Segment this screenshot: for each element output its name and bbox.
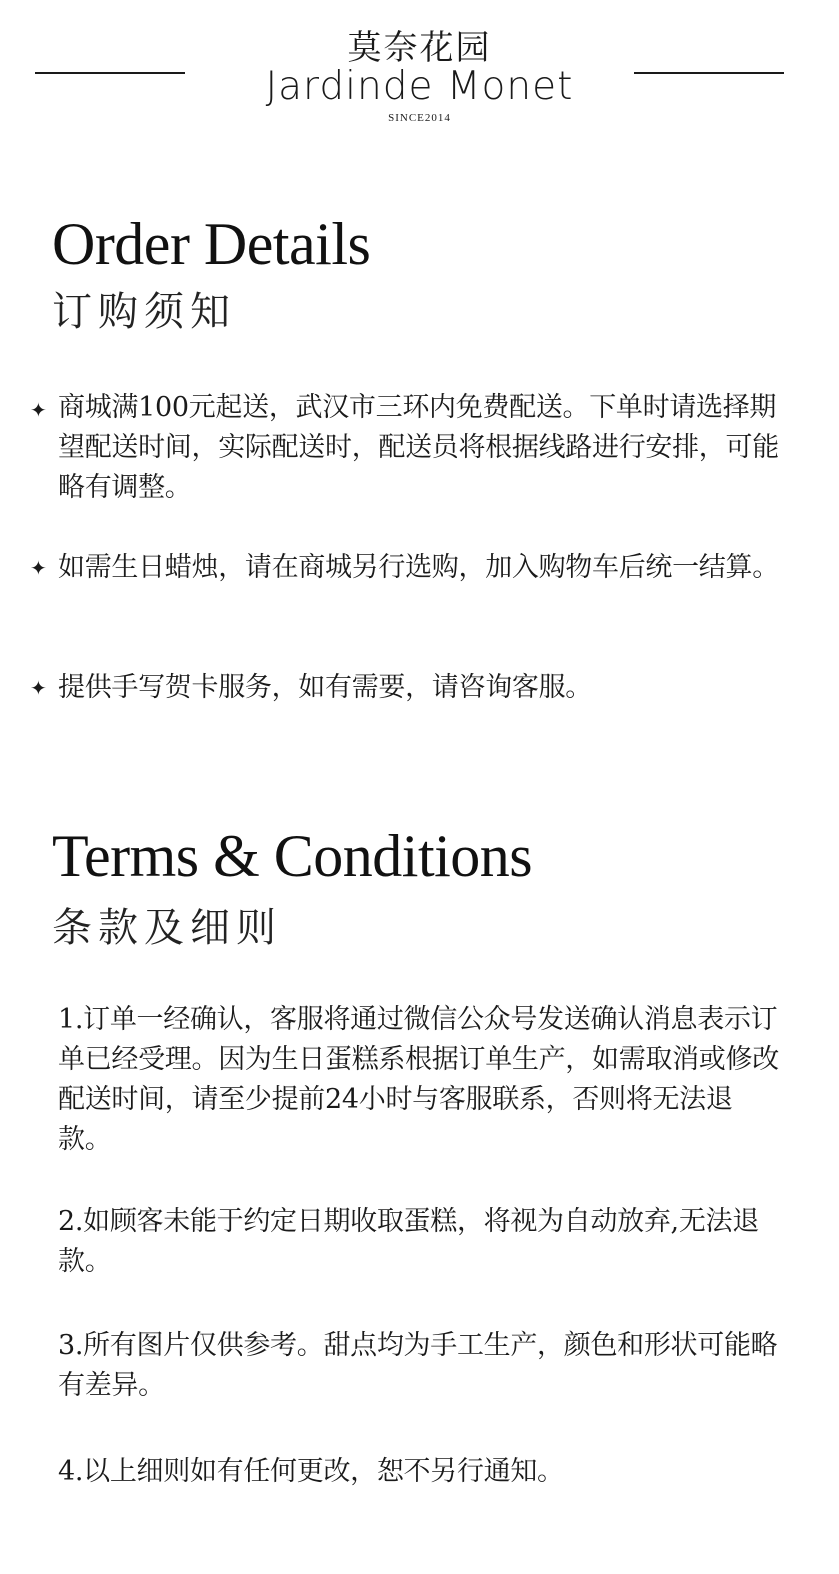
terms-item-3: 3.所有图片仅供参考。甜点均为手工生产，颜色和形状可能略有差异。: [58, 1330, 778, 1401]
four-point-star-icon: ✦: [30, 556, 47, 580]
brand-header: [0, 0, 839, 130]
order-item-3: 提供手写贺卡服务，如有需要，请咨询客服。: [58, 672, 592, 703]
terms-item-4: 4.以上细则如有任何更改，恕不另行通知。: [58, 1456, 564, 1487]
four-point-star-icon: ✦: [30, 676, 47, 700]
order-details-subtitle: 订购须知: [52, 289, 236, 335]
terms-item-1: 1.订单一经确认，客服将通过微信公众号发送确认消息表示订单已经受理。因为生日蛋糕系根据订单生产，如需取消或修改配送时间，请至少提前24小时与客服联系，否则将无法退款。: [58, 1004, 779, 1155]
terms-title: Terms & Conditions: [52, 823, 533, 889]
terms-subtitle: 条款及细则: [52, 905, 282, 951]
brand-name-english: Jardinde Monet: [265, 64, 574, 109]
order-details-title: Order Details: [52, 211, 371, 277]
order-item-2: 如需生日蜡烛，请在商城另行选购，加入购物车后统一结算。: [58, 552, 779, 583]
terms-item-2: 2.如顾客未能于约定日期收取蛋糕，将视为自动放弃,无法退款。: [58, 1206, 759, 1277]
brand-since: SINCE2014: [388, 112, 451, 124]
brand-name-chinese: 莫奈花园: [347, 28, 492, 68]
four-point-star-icon: ✦: [30, 398, 47, 422]
order-item-1: 商城满100元起送，武汉市三环内免费配送。下单时请选择期望配送时间，实际配送时，配送员将根据线路进行安排，可能略有调整。: [58, 392, 779, 503]
